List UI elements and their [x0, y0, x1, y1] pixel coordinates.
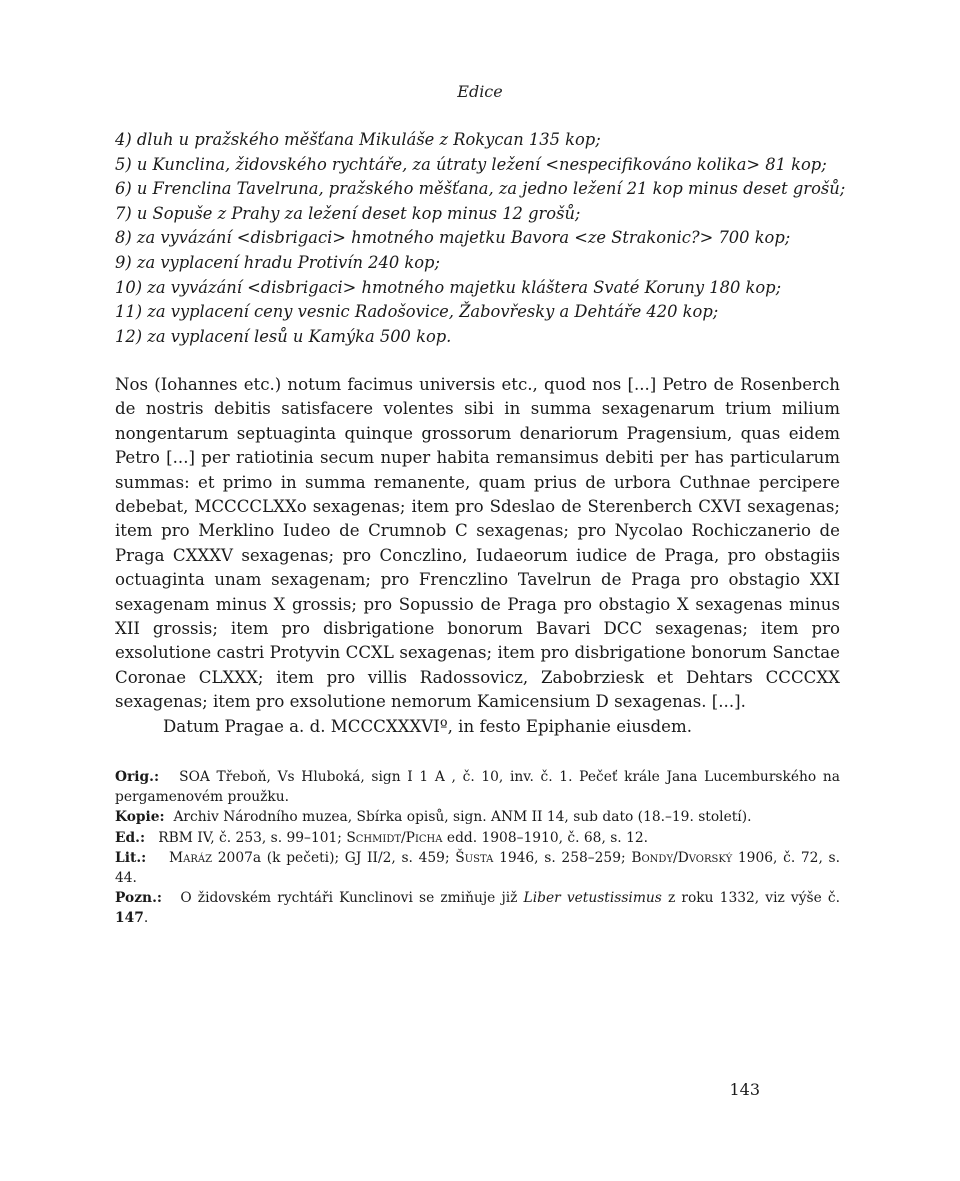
list-item: 9) za vyplacení hradu Protivín 240 kop; [115, 252, 440, 272]
payment-items-list [115, 128, 850, 349]
list-item: 5) u Kunclina, židovského rychtáře, za útraty ležení <nespecifikováno kolika> 81 kop; [115, 154, 827, 174]
note-text: RBM IV, č. 253, s. 99–101; [158, 829, 347, 846]
latin-charter-text [115, 373, 840, 739]
note-text: . [143, 910, 149, 927]
note-kopie [115, 807, 840, 827]
note-text: 2007a (k pečeti); GJ II/2, s. 459; [212, 849, 456, 866]
list-item: 8) za vyvázání <disbrigaci> hmotného majetku Bavora <ze Strakonic?> 700 kop; [115, 228, 791, 248]
page-number: 143 [729, 1080, 760, 1099]
note-text: O židovském rychtáři Kunclinovi se zmiňuje již [180, 890, 524, 907]
author-name: Schmidt/Picha [346, 829, 443, 846]
note-pozn [115, 888, 840, 928]
note-text: Archiv Národního muzea, Sbírka opisů, sign. ANM II 14, sub dato (18.–19. století). [173, 809, 752, 826]
apparatus-notes [115, 767, 840, 929]
note-text: 1946, s. 258–259; [493, 849, 632, 866]
note-text: 1906, č. 72, s. 44. [115, 849, 840, 887]
latin-paragraph: Nos (Iohannes etc.) notum facimus universis etc., quod nos [...] Petro de Rosenberch de nostris debitis satisfacere volentes sibi in summa sexagenarum trium milium nongentarum septuaginta quinque grossorum denariorum Pragensium, quas eidem Petro [...] per ratiotinia secum nuper habita remansimus debiti per has particularum summas: et primo in summa remanente, quam prius de urbora Cuthnae percipere debebat, MCCCCLXXo sexagenas; item pro Sdeslao de Sterenberch CXVI sexagenas; item pro Merklino Iudeo de Crumnob C sexagenas; pro Nycolao Rochiczanerio de Praga CXXXV sexagenas; pro Conczlino, Iudaeorum iudice de Praga, pro obstagiis octuaginta unam sexagenam; pro Frenczlino Tavelrun de Praga pro obstagio XXI sexagenam minus X grossis; pro Sopussio de Praga pro obstagio X sexagenas minus XII grossis; item pro disbrigatione bonorum Bavari DCC sexagenas; item pro exsolutione castri Protyvin CCXL sexagenas; item pro disbrigatione bonorum Sanctae Coronae CLXXX; item pro villis Radossovicz, Zabobrziesk et Dehtars CCCCXX sexagenas; item pro exsolutione nemorum Kamicensium D sexagenas. [...]. [115, 375, 840, 712]
note-lit [115, 848, 840, 888]
running-head: Edice [457, 82, 503, 101]
note-label: Pozn.: [115, 890, 162, 907]
list-item: 12) za vyplacení lesů u Kamýka 500 kop. [115, 326, 452, 346]
note-label: Orig.: [115, 769, 160, 785]
datum-line: Datum Pragae a. d. MCCCXXXVIº, in festo Epiphanie eiusdem. [163, 716, 692, 736]
note-orig [115, 767, 840, 807]
author-name: Šusta [455, 849, 494, 866]
note-text: z roku 1332, viz výše č. [661, 890, 840, 907]
note-text: edd. 1908–1910, č. 68, s. 12. [442, 829, 649, 846]
list-item: 7) u Sopuše z Prahy za ležení deset kop minus 12 grošů; [115, 203, 581, 223]
cross-reference-number: 147 [115, 910, 144, 927]
list-item: 6) u Frenclina Tavelruna, pražského měšťana, za jedno ležení 21 kop minus deset grošů; [115, 179, 846, 199]
list-item: 4) dluh u pražského měšťana Mikuláše z Rokycan 135 kop; [115, 130, 601, 149]
work-title: Liber vetustissimus [523, 890, 662, 907]
note-text: SOA Třeboň, Vs Hluboká, sign I 1 A , č. 10, inv. č. 1. Pečeť krále Jana Lucemburského na pergamenovém proužku. [115, 769, 840, 806]
note-label: Kopie: [115, 809, 165, 826]
author-name: Maráz [169, 849, 213, 866]
author-name: Bondy/Dvorský [631, 849, 733, 866]
note-ed [115, 828, 840, 848]
note-label: Ed.: [115, 829, 146, 846]
note-label: Lit.: [115, 849, 147, 866]
list-item: 10) za vyvázání <disbrigaci> hmotného majetku kláštera Svaté Koruny 180 kop; [115, 277, 782, 297]
list-item: 11) za vyplacení ceny vesnic Radošovice, Žabovřesky a Dehtáře 420 kop; [115, 302, 719, 322]
